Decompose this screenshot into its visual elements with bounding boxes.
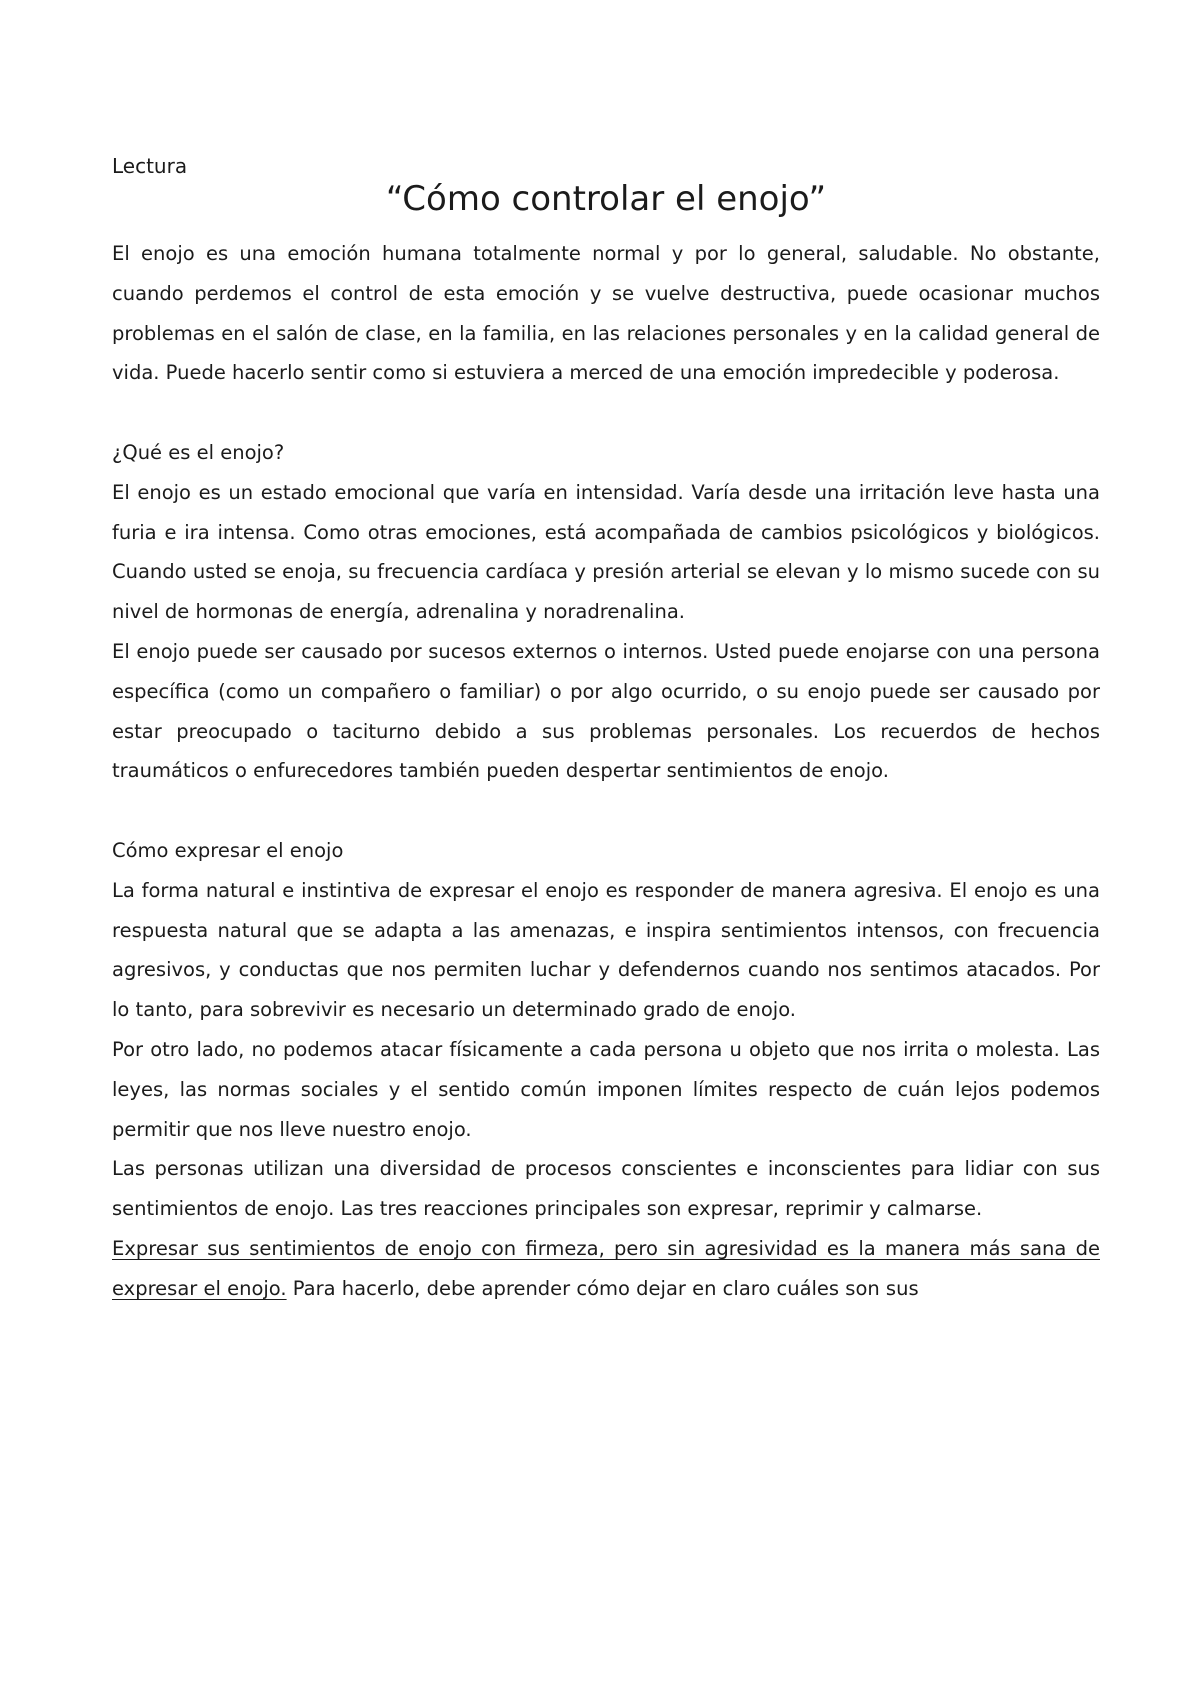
intro-paragraph: El enojo es una emoción humana totalmente normal y por lo general, saludable. No obstante, cuando perdemos el control de esta emoción y se vuelve destructiva, puede ocasionar muchos problemas en el salón de clase, en la familia, en las relaciones personales y en la calidad general de vida. Puede hacerlo sentir como si estuviera a merced de una emoción impredecible y poderosa. xyxy=(112,242,1100,385)
section2-paragraph-4 xyxy=(112,1229,1100,1309)
section2-paragraph-2: Por otro lado, no podemos atacar físicamente a cada persona u objeto que nos irrita o molesta. Las leyes, las normas sociales y el sentido común imponen límites respecto de cuán lejos podemos permitir que nos lleve nuestro enojo. xyxy=(112,1037,1100,1141)
document-page xyxy=(112,146,1100,1309)
reading-label: Lectura xyxy=(112,154,188,178)
section-heading-que-es: ¿Qué es el enojo? xyxy=(112,440,285,464)
spacer xyxy=(112,791,1100,831)
section1-paragraph-1: El enojo es un estado emocional que varía en intensidad. Varía desde una irritación leve hasta una furia e ira intensa. Como otras emociones, está acompañada de cambios psicológicos y biológicos. Cuando usted se enoja, su frecuencia cardíaca y presión arterial se elevan y lo mismo sucede con su nivel de hormonas de energía, adrenalina y noradrenalina. xyxy=(112,480,1100,624)
underlined-statement: Expresar sus sentimientos de enojo con firmeza, pero sin agresividad es la manera más sana de expresar el enojo. xyxy=(112,1236,1100,1300)
section-heading-como-expresar: Cómo expresar el enojo xyxy=(112,838,344,862)
section1-paragraph-2: El enojo puede ser causado por sucesos externos o internos. Usted puede enojarse con una persona específica (como un compañero o familiar) o por algo ocurrido, o su enojo puede ser causado por estar preocupado o taciturno debido a sus problemas personales. Los recuerdos de hechos traumáticos o enfurecedores también pueden despertar sentimientos de enojo. xyxy=(112,639,1100,783)
paragraph-continuation: Para hacerlo, debe aprender cómo dejar en claro cuáles son sus xyxy=(286,1276,919,1300)
spacer xyxy=(112,393,1100,433)
section2-paragraph-1: La forma natural e instintiva de expresar el enojo es responder de manera agresiva. El enojo es una respuesta natural que se adapta a las amenazas, e inspira sentimientos intensos, con frecuencia agresivos, y conductas que nos permiten luchar y defendernos cuando nos sentimos atacados. Por lo tanto, para sobrevivir es necesario un determinado grado de enojo. xyxy=(112,878,1100,1022)
section2-paragraph-3: Las personas utilizan una diversidad de procesos conscientes e inconscientes para lidiar con sus sentimientos de enojo. Las tres reacciones principales son expresar, reprimir y calmarse. xyxy=(112,1157,1100,1221)
document-title: “Cómo controlar el enojo” xyxy=(385,179,827,219)
